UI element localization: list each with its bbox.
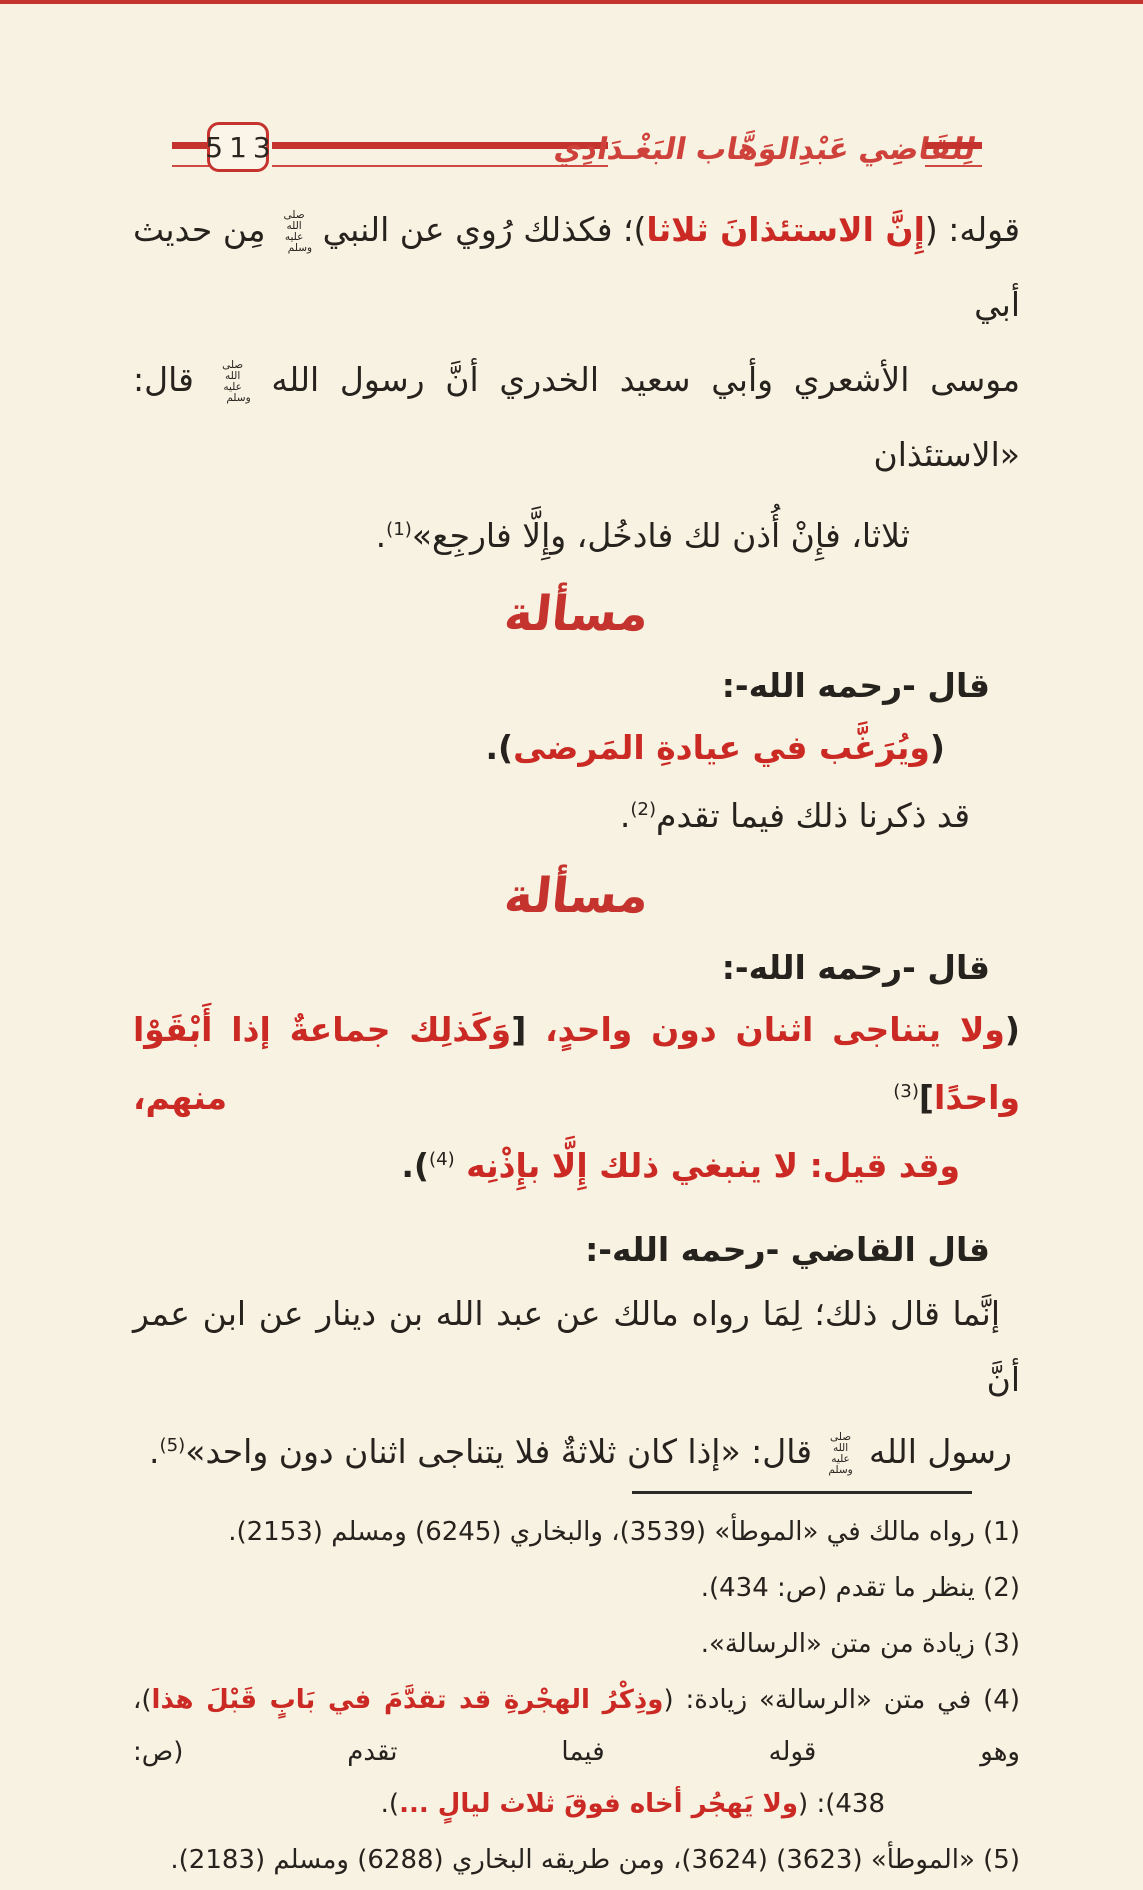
footnote-red-text: وذِكْرُ الهجْرةِ قد تقدَّمَ في بَابٍ قَبْلَ هذا [151, 1685, 664, 1715]
matn-quote-2-line-1 [133, 999, 1020, 1129]
footnote-5: (5) «الموطأ» (3623) (3624)، ومن طريقه البخاري (6288) ومسلم (2183). [170, 1845, 1020, 1875]
body-text: . [149, 1432, 160, 1471]
footnote-2: (2) ينظر ما تقدم (ص: 434). [700, 1573, 1020, 1603]
highlighted-quote: إِنَّ الاستئذانَ ثلاثا [646, 210, 925, 249]
footnote-1: (1) رواه مالك في «الموطأ» (3539)، والبخاري (6245) ومسلم (2153). [228, 1517, 1020, 1547]
footnote-marker-4: (4) [428, 1149, 455, 1170]
footnote-text: (4) في متن «الرسالة» زيادة: ( [663, 1685, 1020, 1715]
matn-red-text: ويُرَغَّب في عيادةِ المَرضى [513, 728, 930, 767]
paragraph-line [133, 1413, 1020, 1485]
page-header [0, 0, 1143, 190]
sallallahu-seal: صلى الله عليه وسلم [828, 1430, 853, 1476]
qala-line-1: قال -رحمه الله-: [721, 666, 990, 705]
body-text: قال: «الاستئذان [133, 360, 1020, 474]
body-text: موسى الأشعري وأبي سعيد الخدري أنَّ رسول الله [250, 360, 1020, 399]
paragraph-line: إنَّما قال ذلك؛ لِمَا رواه مالك عن عبد الله بن دينار عن ابن عمر أنَّ [133, 1294, 1020, 1399]
paragraph-line [133, 342, 1020, 492]
footnote-marker-5: (5) [159, 1435, 186, 1456]
footnote-text: )، وهو قوله فيما تقدم (ص: [133, 1685, 1020, 1767]
body-text: )؛ فكذلك رُوي عن النبي [312, 210, 647, 249]
matn-quote-2-line-2 [133, 1129, 1020, 1197]
qala-line-2: قال -رحمه الله-: [721, 948, 990, 987]
footnote-4-line-1 [133, 1674, 1020, 1778]
footnote-text: ). [380, 1789, 400, 1819]
paren: ( [1004, 1010, 1020, 1049]
bracket: ] [918, 1078, 935, 1117]
section-heading-masala-1: مسألة [501, 586, 652, 642]
footnote-4 [133, 1674, 1020, 1830]
sallallahu-seal: صلى الله عليه وسلم [222, 358, 251, 404]
qala-line-qadi: قال القاضي -رحمه الله-: [585, 1230, 990, 1269]
footnotes-block [133, 1506, 1020, 1886]
section-heading-masala-2: مسألة [501, 868, 652, 924]
matn-red-text: منهم، [133, 1078, 894, 1117]
matn-red-text: ولا يتناجى اثنان دون واحدٍ، [526, 1010, 1005, 1049]
body-text: قد ذكرنا ذلك فيما تقدم [656, 796, 970, 835]
body-text: . [619, 796, 631, 835]
footnote-separator-rule [632, 1491, 972, 1494]
body-text: . [375, 516, 387, 555]
header-title-calligraphy: لِلقَاضِي عَبْدِالوَهَّاب البَغْـدَادِي [551, 131, 979, 167]
paren: ). [401, 1146, 429, 1185]
footnote-marker-3: (3) [893, 1081, 919, 1102]
page-body [133, 192, 1020, 1890]
paren: ). [485, 728, 514, 767]
footnote-marker-1: (1) [386, 519, 412, 540]
body-text: ثلاثا، فإِنْ أُذن لك فادخُل، وإِلَّا فارجِع» [411, 516, 910, 555]
paren: ( [929, 728, 945, 767]
header-rule-right [925, 142, 982, 167]
body-text: قوله: ( [924, 210, 1020, 249]
footnote-red-text: ولا يَهجُر أخاه فوقَ ثلاث ليالٍ ... [399, 1789, 799, 1819]
matn-red-text: وقد قيل: لا ينبغي ذلك إِلَّا بإِذْنِه [454, 1146, 960, 1185]
footnote-3: (3) زيادة من متن «الرسالة». [700, 1629, 1020, 1659]
matn-quote-1 [133, 717, 1020, 779]
paragraph-line [133, 192, 1020, 342]
paragraph-line [133, 492, 1020, 573]
sallallahu-seal: صلى الله عليه وسلم [283, 208, 313, 254]
footnote-text: 438): ( [798, 1789, 885, 1819]
body-text: رسول الله [858, 1432, 1012, 1471]
body-text: مِن حديث أبي [133, 210, 1020, 324]
footnote-4-line-2 [133, 1778, 1020, 1830]
header-rule-left [172, 142, 209, 167]
bracket: [ [511, 1010, 527, 1049]
body-text: قال: «إذا كان ثلاثةٌ فلا يتناجى اثنان دون واحد» [185, 1432, 823, 1471]
comment-line [133, 779, 1020, 847]
matn-red-text: وَكَذلِك جماعةٌ إذا أَبْقَوْا واحدًا [133, 1010, 1020, 1117]
footnote-marker-2: (2) [630, 799, 657, 820]
page-number-badge: 513 [207, 122, 269, 172]
